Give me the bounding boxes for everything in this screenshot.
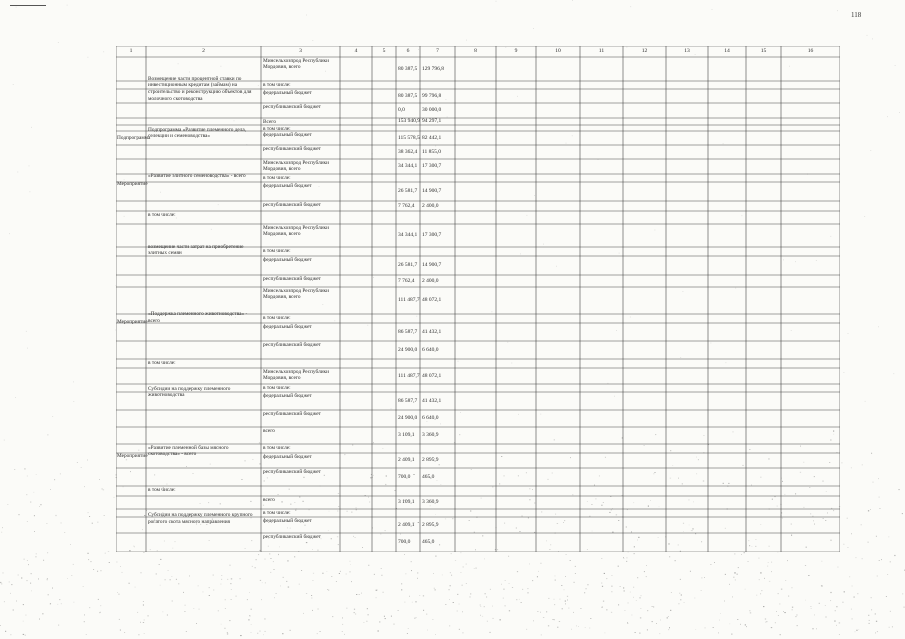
row-funding-source: федеральный бюджет (263, 182, 312, 189)
column-number: 2 (202, 48, 205, 54)
row-funding-source: республиканский бюджет (263, 201, 321, 208)
row-section-label: Мероприятие (117, 452, 148, 459)
row-value-col7: 48 072,1 (422, 297, 442, 303)
row-section-label: Мероприятие (117, 181, 148, 187)
row-funding-source: республиканский бюджет (263, 103, 321, 110)
row-value-col6: 34 344,1 (398, 232, 418, 238)
row-description: «Поддержка племенного животноводства» - всего (148, 311, 248, 324)
row-funding-source: в том числе: (263, 247, 291, 254)
row-value-col6: 2 409,1 (398, 521, 415, 528)
row-value-col7: 2 895,9 (422, 521, 439, 528)
row-value-col6: 111 487,7 (398, 297, 420, 303)
budget-table (116, 46, 840, 552)
column-number: 16 (807, 48, 814, 54)
column-number: 13 (684, 48, 690, 54)
row-funding-source: федеральный бюджет (263, 323, 312, 330)
row-section-label: Мероприятие (117, 319, 148, 325)
row-value-col7: 17 300,7 (422, 232, 442, 238)
row-value-col6: 26 581,7 (398, 262, 418, 268)
row-value-col7: 6 640,0 (422, 346, 439, 353)
column-number: 7 (436, 48, 439, 54)
row-value-col7: 30 000,0 (422, 107, 442, 113)
row-value-col6: 3 109,1 (398, 432, 415, 438)
row-value-col6: 86 587,7 (398, 397, 418, 404)
row-funding-source: республиканский бюджет (263, 533, 321, 540)
row-funding-source: федеральный бюджет (263, 392, 312, 399)
row-value-col7: 14 900,7 (422, 188, 442, 194)
row-value-col7: 94 297,1 (422, 118, 442, 124)
row-value-col7: 2 400,0 (422, 202, 439, 209)
row-funding-source: республиканский бюджет (263, 275, 321, 282)
column-number: 10 (555, 48, 561, 54)
row-value-col6: 111 487,7 (398, 372, 420, 379)
scan-top-rule (10, 5, 46, 6)
row-value-col7: 99 796,8 (422, 92, 442, 99)
row-funding-source: федеральный бюджет (263, 89, 312, 96)
row-value-col6: 153 940,9 (398, 118, 420, 124)
row-value-col6: 700,0 (398, 473, 411, 480)
row-funding-source: всего (263, 427, 275, 434)
row-value-col7: 6 640,0 (422, 415, 439, 421)
row-funding-source: федеральный бюджет (263, 131, 312, 138)
row-value-col7: 41 432,1 (422, 397, 442, 404)
column-number: 15 (760, 48, 767, 54)
row-description: возмещение части затрат на приобретение элитных семян (148, 243, 244, 257)
column-number: 14 (724, 48, 730, 54)
row-funding-source: всего (263, 496, 275, 503)
row-value-col6: 700,0 (398, 539, 411, 545)
row-value-col6: 24 900,0 (398, 346, 418, 353)
row-description: в том числе: (148, 487, 176, 493)
row-description: Субсидии на поддержку племенного животноводства (148, 385, 231, 399)
row-funding-source: в том числе: (263, 384, 291, 391)
row-funding-source: Минсельхозпрод Республики Мордовия, всего (263, 287, 329, 301)
row-value-col7: 17 300,7 (422, 163, 442, 169)
row-value-col6: 115 578,5 (398, 134, 420, 141)
row-value-col6: 0,0 (398, 107, 405, 113)
column-number: 8 (474, 48, 477, 54)
row-value-col6: 3 109,1 (398, 499, 415, 505)
table-cells (116, 46, 840, 552)
row-value-col7: 14 900,7 (422, 262, 442, 268)
row-value-col6: 7 762,4 (398, 202, 415, 209)
row-value-col6: 80 387,5 (398, 92, 418, 99)
column-number: 1 (129, 48, 133, 54)
row-value-col7: 3 360,9 (422, 499, 439, 505)
row-funding-source: в том числе: (263, 444, 291, 451)
row-value-col6: 86 587,7 (398, 328, 418, 335)
row-funding-source: республиканский бюджет (263, 341, 321, 348)
row-description: в том числе: (148, 212, 176, 218)
row-funding-source: в том числе: (263, 509, 291, 516)
row-value-col6: 7 762,4 (398, 277, 415, 284)
row-value-col7: 11 855,0 (422, 148, 442, 155)
row-funding-source: Минсельхозпрод Республики Мордовия, всего (263, 368, 329, 382)
row-description: Подпрограмма «Развитие племенного дела, селекции и семеноводства» (148, 126, 247, 140)
row-funding-source: Всего (263, 118, 276, 125)
row-value-col7: 2 895,9 (422, 457, 439, 463)
row-value-col6: 34 344,1 (398, 163, 418, 169)
row-funding-source: в том числе: (263, 314, 291, 321)
column-number: 9 (514, 48, 518, 54)
row-value-col6: 2 409,1 (398, 457, 415, 463)
row-funding-source: в том числе: (263, 81, 291, 88)
row-funding-source: федеральный бюджет (263, 453, 312, 460)
row-funding-source: республиканский бюджет (263, 410, 321, 417)
row-funding-source: федеральный бюджет (263, 517, 312, 524)
column-number: 4 (354, 48, 358, 54)
row-value-col6: 24 900,0 (398, 415, 418, 421)
row-section-label: Подпрограмма (117, 134, 151, 141)
column-number: 3 (299, 48, 302, 54)
row-value-col7: 465,0 (422, 473, 435, 480)
column-number: 5 (382, 48, 386, 54)
row-funding-source: Минсельхозпрод Республики Мордовия, всего (263, 57, 329, 71)
row-value-col7: 48 072,1 (422, 372, 442, 379)
row-funding-source: республиканский бюджет (263, 468, 321, 475)
row-value-col7: 2 400,0 (422, 277, 439, 284)
row-value-col6: 80 387,5 (398, 65, 418, 72)
row-funding-source: в том числе: (263, 174, 291, 181)
row-value-col7: 41 432,1 (422, 328, 442, 335)
row-description: Возмещение части процентной ставки по инвестиционным кредитам (займам) на строительство и реконструкцию объектов для молочного скотоводства (148, 75, 252, 102)
row-description: Субсидии на поддержку племенного крупного рогатого скота мясного направления (148, 512, 253, 525)
row-value-col7: 129 796,8 (422, 65, 444, 72)
row-value-col7: 3 360,9 (422, 432, 439, 438)
row-funding-source: Минсельхозпрод Республики Мордовия, всего (263, 159, 329, 173)
row-value-col7: 465,0 (422, 539, 435, 545)
row-description: «Развитие элитного семеноводства» - всего (148, 173, 246, 179)
row-value-col7: 82 442,1 (422, 134, 442, 141)
row-funding-source: в том числе: (263, 125, 291, 131)
column-number: 12 (641, 48, 648, 54)
row-value-col6: 26 581,7 (398, 188, 418, 194)
row-value-col6: 38 362,4 (398, 148, 418, 155)
row-funding-source: федеральный бюджет (263, 256, 312, 263)
column-number: 11 (598, 48, 605, 54)
row-description: «Развитие племенной базы мясного скотоводства» - всего (148, 444, 229, 458)
row-funding-source: Минсельхозпрод Республики Мордовия, всего (263, 224, 329, 238)
row-funding-source: республиканский бюджет (263, 145, 321, 152)
column-number: 6 (406, 48, 410, 54)
row-description: в том числе: (148, 360, 176, 366)
page-number: 118 (851, 11, 862, 19)
